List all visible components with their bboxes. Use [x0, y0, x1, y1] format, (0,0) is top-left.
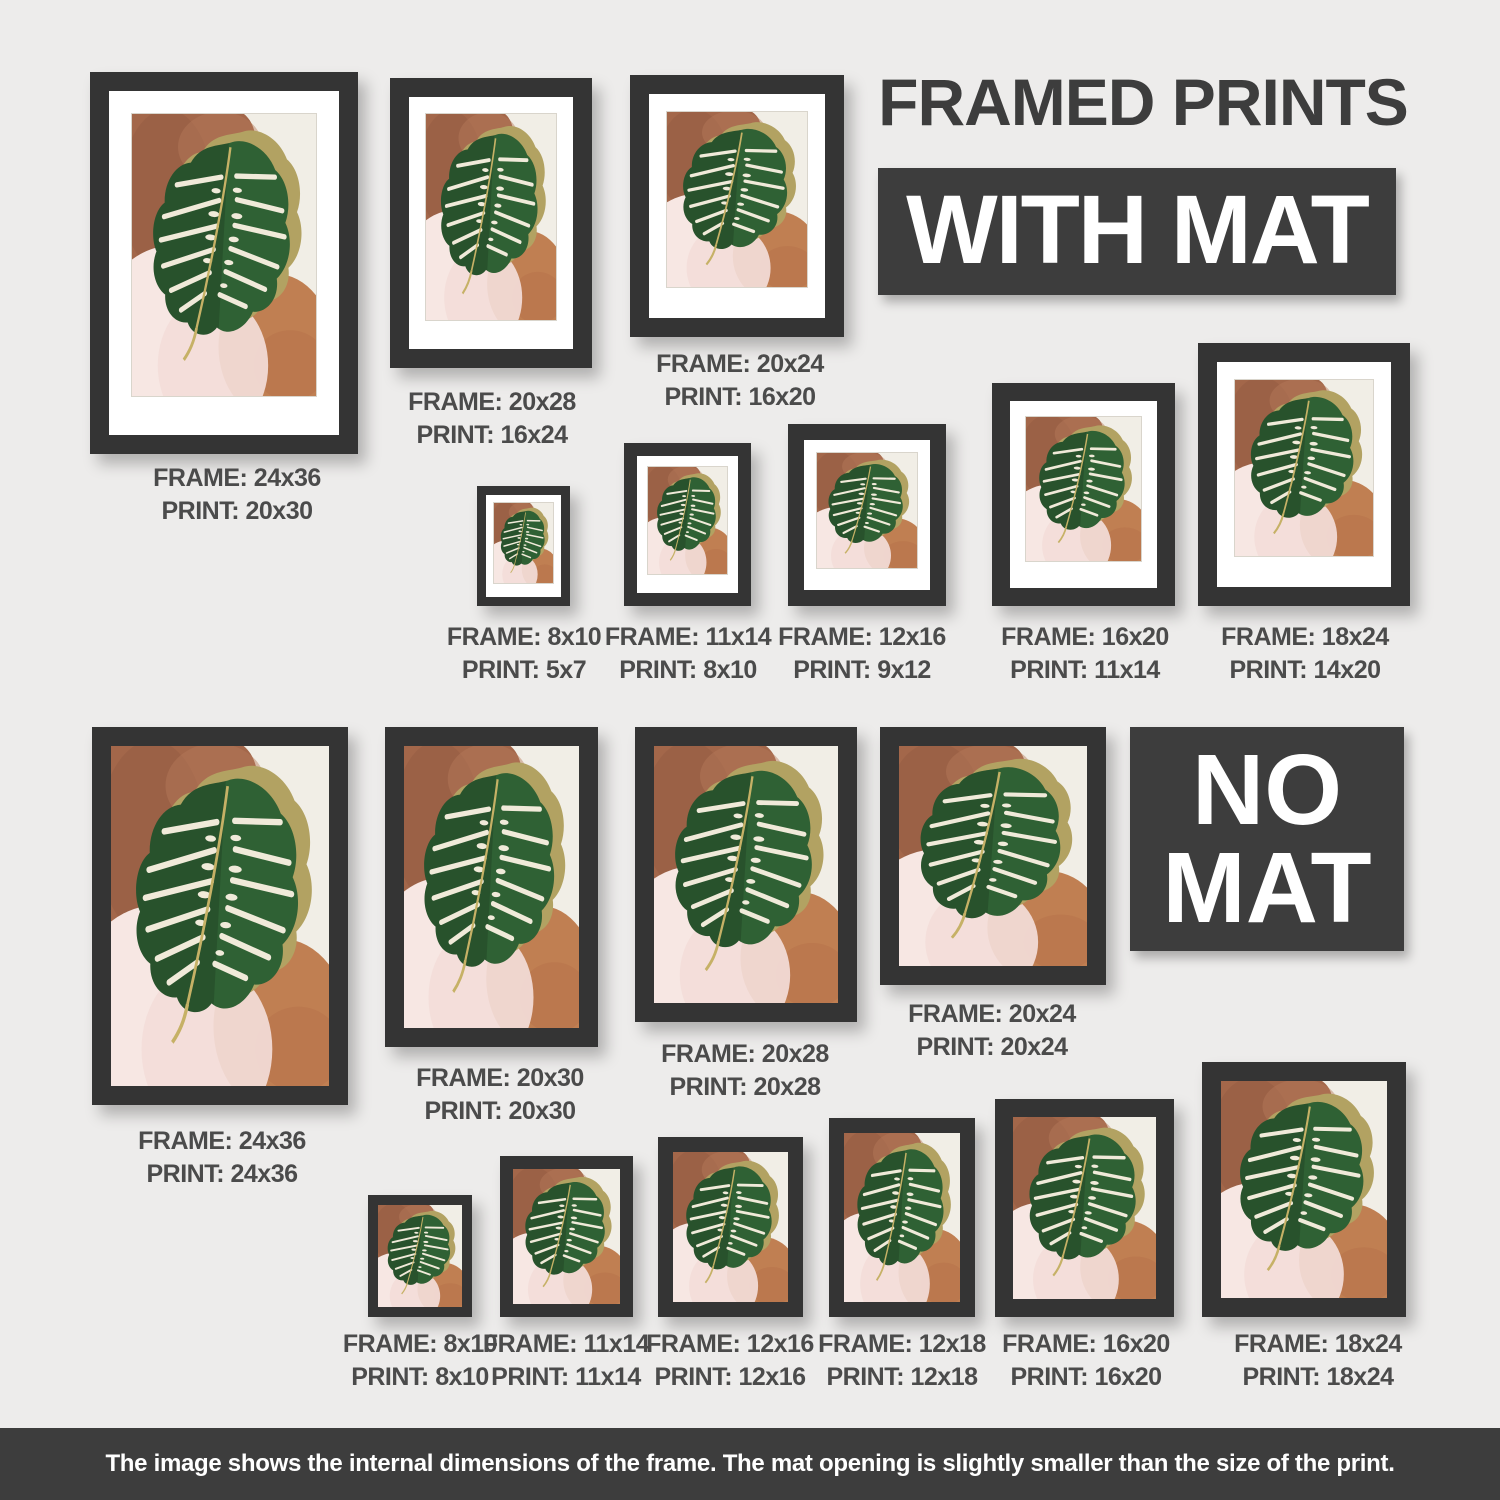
print-size-text: PRINT: 16x20: [1010, 1362, 1162, 1391]
framed-print-11x14-no-mat: [500, 1156, 633, 1317]
size-label-20x30-no-mat: [360, 1062, 640, 1127]
monstera-leaf-abstract: [1235, 380, 1373, 556]
frame-size-text: FRAME: 24x36: [138, 1127, 306, 1155]
mat-board: [109, 91, 339, 435]
monstera-leaf-abstract: [648, 467, 727, 574]
frame-size-text: FRAME: 20x28: [661, 1040, 829, 1068]
print-size-text: PRINT: 9x12: [793, 655, 931, 684]
mat-board: [409, 97, 573, 349]
frame-size-text: FRAME: 11x14: [482, 1330, 650, 1358]
print-size-text: PRINT: 11x14: [1010, 655, 1160, 684]
framed-print-18x24-with-mat: [1198, 343, 1410, 606]
size-label-20x24-with-mat: [600, 348, 880, 413]
mat-board: [649, 94, 825, 318]
frame-size-text: FRAME: 20x24: [908, 1000, 1076, 1028]
no-mat-badge-line1: NO: [1192, 734, 1342, 846]
frame-size-text: FRAME: 20x24: [656, 350, 824, 378]
print-size-text: PRINT: 20x30: [424, 1096, 576, 1125]
frame-interior: [513, 1169, 620, 1304]
print-size-text: PRINT: 12x18: [826, 1362, 978, 1391]
monstera-leaf-abstract: [426, 114, 556, 320]
print-size-text: PRINT: 8x10: [351, 1362, 489, 1391]
monstera-leaf-abstract: [654, 746, 838, 1003]
print-size-text: PRINT: 16x24: [416, 420, 568, 449]
size-label-20x28-no-mat: [605, 1038, 885, 1103]
framed-print-16x20-with-mat: [992, 383, 1175, 606]
frame-interior: [654, 746, 838, 1003]
mat-board: [804, 440, 930, 590]
framed-print-12x16-no-mat: [658, 1137, 803, 1317]
print-size-text: PRINT: 12x16: [654, 1362, 806, 1391]
size-label-20x28-with-mat: [352, 386, 632, 451]
frame-size-text: FRAME: 12x16: [778, 623, 946, 651]
page-title: FRAMED PRINTS: [878, 65, 1408, 139]
monstera-leaf-abstract: [404, 746, 579, 1028]
frame-interior: [1221, 1081, 1387, 1298]
print-size-text: PRINT: 20x24: [916, 1032, 1068, 1061]
frame-interior: [844, 1133, 960, 1302]
print-size-text: PRINT: 11x14: [491, 1362, 641, 1391]
print-size-text: PRINT: 8x10: [619, 655, 757, 684]
mat-board: [486, 495, 561, 597]
frame-size-text: FRAME: 12x18: [818, 1330, 986, 1358]
frame-size-text: FRAME: 18x24: [1221, 623, 1389, 651]
print-size-text: PRINT: 20x30: [161, 496, 313, 525]
framed-print-18x24-no-mat: [1202, 1062, 1406, 1317]
framed-print-8x10-no-mat: [368, 1195, 472, 1317]
framed-print-12x16-with-mat: [788, 424, 946, 606]
monstera-leaf-abstract: [899, 746, 1087, 966]
frame-interior: [111, 746, 329, 1086]
mat-board: [637, 456, 738, 593]
print-size-text: PRINT: 24x36: [146, 1159, 298, 1188]
print-size-text: PRINT: 5x7: [461, 655, 587, 684]
framed-print-12x18-no-mat: [829, 1118, 975, 1317]
framed-print-24x36-with-mat: [90, 72, 358, 454]
no-mat-badge: [1130, 727, 1404, 951]
monstera-leaf-abstract: [1026, 417, 1141, 561]
with-mat-badge: WITH MAT: [878, 168, 1396, 295]
frame-size-text: FRAME: 20x28: [408, 388, 576, 416]
monstera-leaf-abstract: [1221, 1081, 1387, 1298]
monstera-leaf-abstract: [494, 503, 553, 583]
framed-print-20x30-no-mat: [385, 727, 598, 1047]
frame-interior: [673, 1152, 788, 1302]
no-mat-badge-line2: MAT: [1162, 832, 1372, 944]
frame-interior: [1013, 1117, 1156, 1299]
frame-size-text: FRAME: 24x36: [153, 464, 321, 492]
framed-print-16x20-no-mat: [995, 1099, 1174, 1317]
mat-board: [1010, 401, 1157, 588]
frame-interior: [899, 746, 1087, 966]
monstera-leaf-abstract: [667, 112, 807, 287]
frame-size-text: FRAME: 12x16: [646, 1330, 814, 1358]
framed-print-20x28-with-mat: [390, 78, 592, 368]
frame-size-text: FRAME: 16x20: [1001, 623, 1169, 651]
print-size-text: PRINT: 14x20: [1229, 655, 1381, 684]
size-label-24x36-no-mat: [82, 1125, 362, 1190]
footer-note: The image shows the internal dimensions of the frame. The mat opening is slightly smaller than the size of the print.: [0, 1428, 1500, 1500]
framed-print-11x14-with-mat: [624, 443, 751, 606]
monstera-leaf-abstract: [844, 1133, 960, 1302]
size-label-24x36-with-mat: [97, 462, 377, 527]
framed-print-8x10-with-mat: [477, 486, 570, 606]
frame-size-text: FRAME: 16x20: [1002, 1330, 1170, 1358]
mat-board: [1217, 362, 1391, 587]
monstera-leaf-abstract: [132, 114, 316, 396]
size-label-18x24-no-mat: [1178, 1328, 1458, 1393]
frame-size-text: FRAME: 8x10: [446, 623, 602, 651]
monstera-leaf-abstract: [1013, 1117, 1156, 1299]
frame-interior: [378, 1205, 462, 1307]
frame-size-text: FRAME: 11x14: [604, 623, 772, 651]
size-label-18x24-with-mat: [1165, 621, 1445, 686]
frame-interior: [404, 746, 579, 1028]
size-label-20x24-no-mat: [852, 998, 1132, 1063]
frame-size-text: FRAME: 18x24: [1234, 1330, 1402, 1358]
print-size-text: PRINT: 18x24: [1242, 1362, 1394, 1391]
frame-size-text: FRAME: 8x10: [342, 1330, 498, 1358]
monstera-leaf-abstract: [673, 1152, 788, 1302]
framed-print-24x36-no-mat: [92, 727, 348, 1105]
print-size-text: PRINT: 20x28: [669, 1072, 821, 1101]
frame-size-text: FRAME: 20x30: [416, 1064, 584, 1092]
monstera-leaf-abstract: [513, 1169, 620, 1304]
print-size-text: PRINT: 16x20: [664, 382, 816, 411]
framed-print-20x28-no-mat: [635, 727, 857, 1022]
monstera-leaf-abstract: [378, 1205, 462, 1307]
framed-print-20x24-no-mat: [880, 727, 1106, 985]
monstera-leaf-abstract: [817, 453, 917, 568]
framed-print-20x24-with-mat: [630, 75, 844, 337]
monstera-leaf-abstract: [111, 746, 329, 1086]
